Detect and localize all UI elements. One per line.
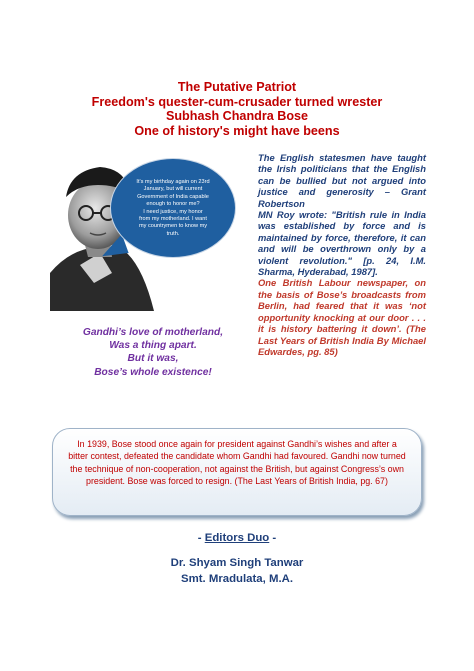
bubble-line-5: I need justice, my honor xyxy=(143,208,203,215)
bubble-line-2: January, but will current xyxy=(143,186,203,193)
history-quote-text: In 1939, Bose stood once again for president against Gandhi’s wishes and after a bitter contest, defeated the candidate whom Gandhi had favoured. Gandhi now turned the technique of non-cooperation, not against the British, but against Congress’s own president. Bose was forced to resign. (The Last Years of British India, pg. 67) xyxy=(68,439,406,487)
quotes-column xyxy=(258,152,426,357)
poem xyxy=(58,326,248,379)
poem-line-4: Bose’s whole existence! xyxy=(94,366,212,378)
editors-heading xyxy=(0,532,474,544)
poem-line-1: Gandhi’s love of motherland, xyxy=(82,327,224,338)
editor-name-1: Dr. Shyam Singh Tanwar xyxy=(170,557,304,569)
editor-names xyxy=(0,556,474,587)
title-line-1: The Putative Patriot xyxy=(177,80,297,94)
editors-duo-label: Editors Duo xyxy=(204,532,270,544)
bubble-line-4: enough to honor me? xyxy=(146,201,200,208)
editors-dash-left: - xyxy=(197,532,205,544)
bubble-line-1: It's my birthday again on 23rd xyxy=(136,179,210,185)
title-block xyxy=(0,80,474,138)
bubble-line-7: my countrymen to know my xyxy=(138,223,208,230)
editor-name-2: Smt. Mradulata, M.A. xyxy=(180,572,294,585)
title-line-2: Freedom's quester-cum-crusader turned wrester xyxy=(91,94,383,109)
title-line-3: Subhash Chandra Bose xyxy=(165,109,309,124)
poem-line-3: But it was, xyxy=(127,353,179,365)
history-quote-box xyxy=(52,428,422,516)
quote-roy: MN Roy wrote: "British rule in India was established by force and is maintained by force, therefore, it can and will be overthrown only by a violent revolution." [p. 24, I.M. Sharma, Hyderabad, 1987]. xyxy=(258,209,426,278)
bubble-line-6: from my motherland. I want xyxy=(139,216,207,223)
bubble-line-8: truth. xyxy=(166,230,180,237)
bubble-line-3: Government of India capable xyxy=(137,193,209,200)
editors-dash-right: - xyxy=(269,532,277,544)
quote-robertson: The English statesmen have taught the Irish politicians that the English can be bullied but not argued into justice and generosity – Grant Robertson xyxy=(258,152,426,209)
quote-labour-newspaper: One British Labour newspaper, on the basis of Bose’s broadcasts from Berlin, had feared that it was ‘not opportunity knocking at our door . . . it is history battering it down’. (The Last Years of British India By Michael Edwardes, pg. 85) xyxy=(258,277,426,357)
poem-line-2: Was a thing apart. xyxy=(109,340,197,352)
speech-bubble xyxy=(110,158,236,258)
title-line-4: One of history's might have beens xyxy=(134,123,340,138)
